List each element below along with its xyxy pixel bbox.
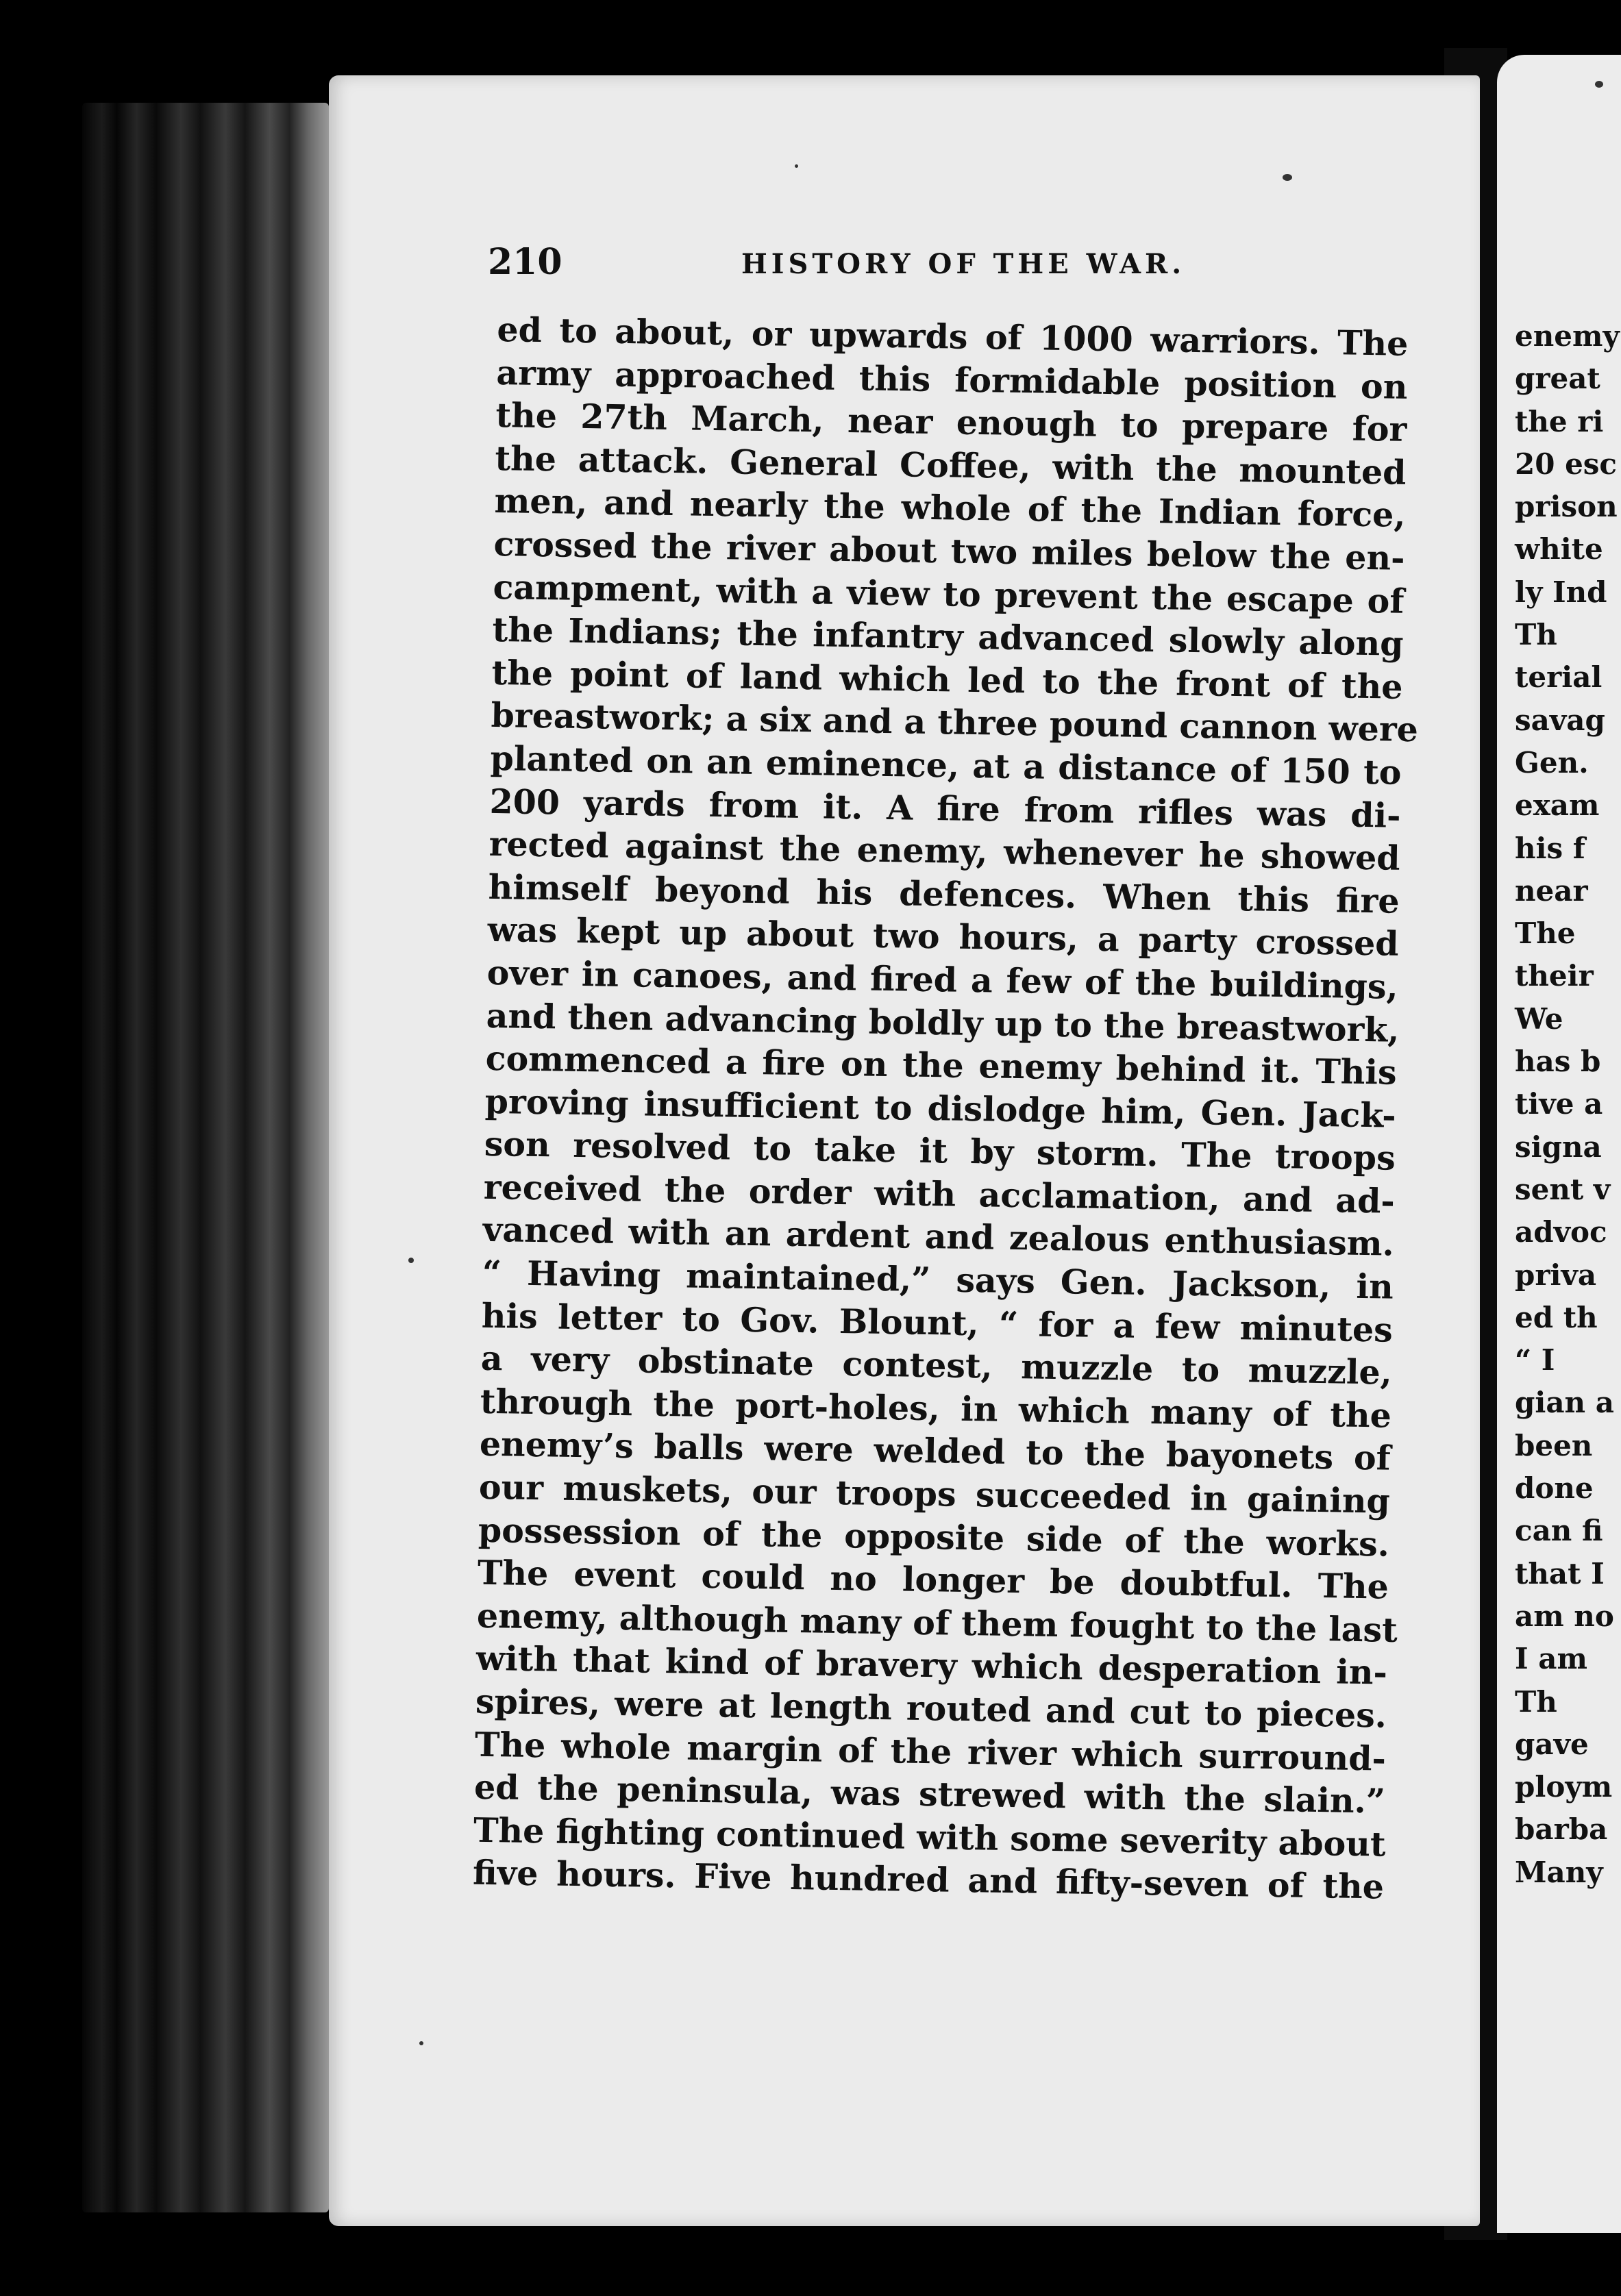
text-line: breastwork; a six and a three pound cannon were: [491, 695, 1419, 750]
facing-line: their: [1515, 959, 1594, 993]
page-header: [488, 241, 1406, 289]
text-line: enemy’s balls were welded to the bayonets of: [479, 1424, 1391, 1479]
facing-line: Th: [1515, 1684, 1557, 1719]
running-head: HISTORY OF THE WAR.: [741, 248, 1186, 280]
text-line: through the port-holes, in which many of the: [480, 1381, 1392, 1436]
text-line: the point of land which led to the front of the: [491, 652, 1403, 707]
facing-line: white: [1515, 532, 1603, 566]
facing-line: terial: [1515, 660, 1603, 695]
text-line: “ Having maintained,” says Gen. Jackson, in: [482, 1252, 1394, 1307]
scan-speck: [795, 164, 798, 168]
text-line: men, and nearly the whole of the Indian force,: [494, 481, 1406, 536]
text-line: rected against the enemy, whenever he showed: [488, 824, 1401, 878]
text-line: received the order with acclamation, and ad-: [483, 1166, 1396, 1221]
facing-line: The: [1515, 916, 1576, 951]
facing-line: the ri: [1515, 404, 1604, 438]
text-line: five hours. Five hundred and fifty-seven of the: [472, 1853, 1385, 1907]
text-line: with that kind of bravery which desperation in-: [475, 1638, 1388, 1693]
text-line: the Indians; the infantry advanced slowly along: [492, 610, 1404, 664]
facing-line: exam: [1515, 788, 1600, 823]
scan-speck: [1283, 174, 1292, 181]
facing-line: great: [1515, 362, 1600, 396]
text-line: himself beyond his defences. When this fire: [488, 866, 1400, 921]
facing-line: gave: [1515, 1727, 1589, 1761]
text-line: spires, were at length routed and cut to pieces.: [475, 1681, 1387, 1736]
facing-line: savag: [1515, 703, 1605, 737]
facing-page-text: [1515, 315, 1621, 1894]
facing-line: has b: [1515, 1045, 1601, 1079]
text-line: the 27th March, near enough to prepare for: [495, 395, 1407, 450]
text-line: crossed the river about two miles below the en-: [493, 523, 1405, 578]
facing-line: 20 esc: [1515, 447, 1618, 481]
text-line: army approached this formidable position on: [496, 352, 1408, 407]
facing-line: Th: [1515, 618, 1557, 652]
facing-line: been: [1515, 1428, 1593, 1462]
facing-line: enemy: [1515, 319, 1620, 353]
facing-page: [1497, 55, 1621, 2233]
facing-line: prison: [1515, 490, 1618, 524]
scan-speck: [408, 1258, 414, 1263]
facing-line: am no: [1515, 1599, 1614, 1633]
facing-line: ploym: [1515, 1770, 1613, 1804]
text-line: our muskets, our troops succeeded in gaining: [478, 1467, 1391, 1521]
scan-speck: [1595, 81, 1603, 88]
text-line: over in canoes, and fired a few of the buildings,: [486, 952, 1399, 1007]
facing-line: tive a: [1515, 1087, 1603, 1121]
page-number: 210: [488, 241, 562, 283]
text-line: planted on an eminence, at a distance of 150 to: [490, 738, 1402, 793]
facing-line: Gen.: [1515, 745, 1589, 779]
text-line: campment, with a view to prevent the escape of: [493, 566, 1405, 621]
text-line: 200 yards from it. A fire from rifles was di-: [489, 781, 1401, 836]
text-line: ed to about, or upwards of 1000 warriors. The: [497, 309, 1409, 364]
text-line: possession of the opposite side of the works.: [478, 1510, 1390, 1564]
text-line: son resolved to take it by storm. The troops: [484, 1124, 1396, 1179]
facing-line: barba: [1515, 1812, 1608, 1847]
facing-line: signa: [1515, 1130, 1602, 1164]
facing-line: Many: [1515, 1855, 1603, 1889]
facing-line: priva: [1515, 1258, 1597, 1292]
text-line: and then advancing boldly up to the breastwork,: [486, 995, 1400, 1050]
facing-line: his f: [1515, 831, 1585, 865]
facing-line: advoc: [1515, 1215, 1607, 1249]
text-line: proving insufficient to dislodge him, Gen. Jack-: [484, 1081, 1397, 1136]
facing-line: done: [1515, 1471, 1594, 1506]
facing-line: near: [1515, 873, 1588, 908]
body-text: [472, 308, 1419, 1909]
facing-line: I am: [1515, 1642, 1587, 1676]
text-line: commenced a fire on the enemy behind it. This: [485, 1038, 1398, 1093]
text-line: The event could no longer be doubtful. The: [477, 1552, 1389, 1607]
text-line: ed the peninsula, was strewed with the slain.”: [473, 1767, 1386, 1821]
facing-line: ed th: [1515, 1300, 1598, 1334]
facing-line: sent v: [1515, 1172, 1611, 1206]
facing-line: that I: [1515, 1556, 1605, 1590]
facing-line: can fi: [1515, 1514, 1603, 1548]
page-edge: [82, 103, 329, 2212]
text-line: his letter to Gov. Blount, “ for a few minutes: [481, 1295, 1394, 1350]
text-line: The whole margin of the river which surround-: [474, 1724, 1387, 1779]
text-line: enemy, although many of them fought to the last: [476, 1595, 1398, 1650]
text-line: was kept up about two hours, a party crossed: [487, 910, 1400, 964]
text-line: the attack. General Coffee, with the mounted: [495, 438, 1407, 492]
text-line: The fighting continued with some severity about: [473, 1810, 1386, 1864]
facing-line: We: [1515, 1001, 1563, 1036]
facing-line: gian a: [1515, 1386, 1614, 1420]
facing-line: ly Ind: [1515, 575, 1607, 609]
text-line: a very obstinate contest, muzzle to muzzle,: [480, 1338, 1393, 1393]
scan-speck: [419, 2041, 423, 2045]
facing-line: “ I: [1515, 1343, 1555, 1377]
text-line: vanced with an ardent and zealous enthusiasm.: [482, 1210, 1395, 1264]
